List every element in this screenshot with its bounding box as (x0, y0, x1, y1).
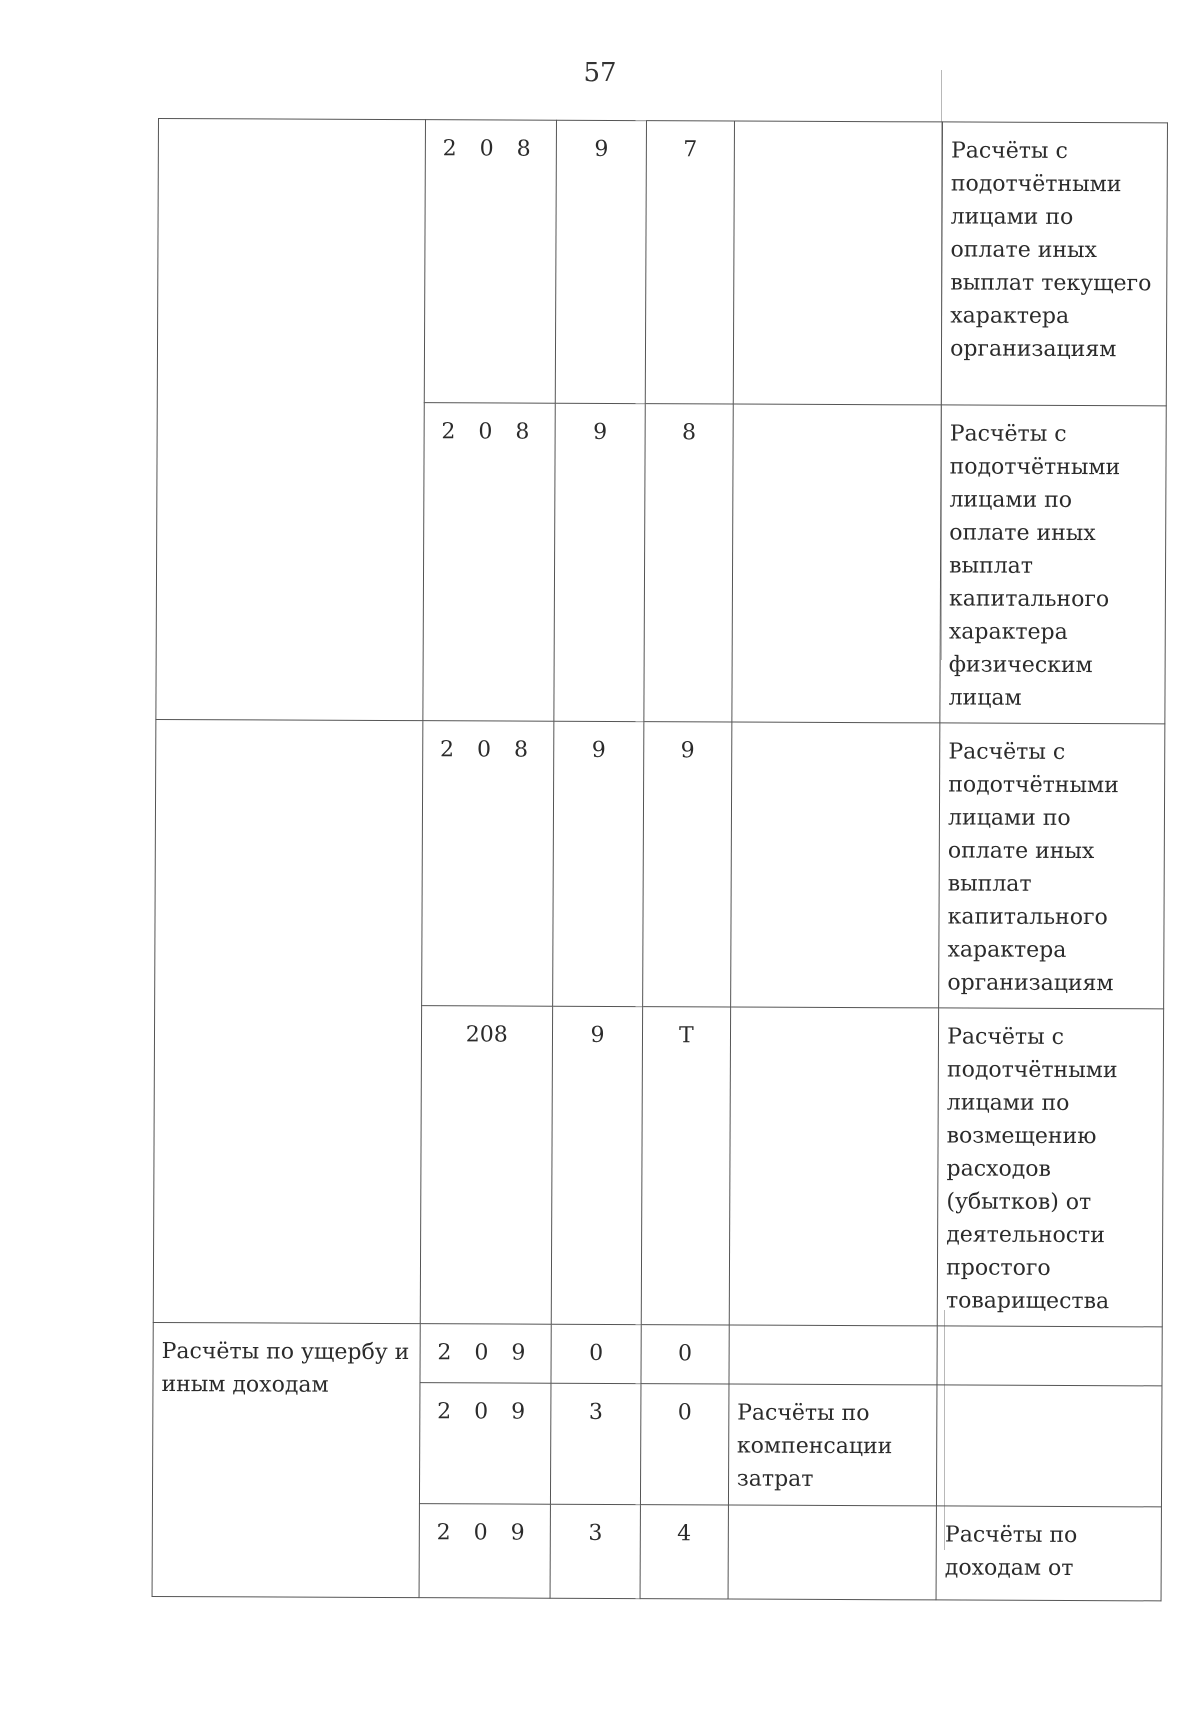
kosgu-code-cell: 0 (640, 1384, 728, 1505)
account-code-cell: 2 0 8 (422, 403, 555, 722)
kosgu-code-cell: 4 (640, 1505, 728, 1599)
kosgu-code-cell: 0 (641, 1325, 729, 1384)
page-number: 57 (583, 58, 617, 88)
accounts-table (152, 118, 1168, 1601)
subgroup-name-cell (730, 722, 940, 1008)
account-code-cell: 2 0 8 (424, 120, 557, 404)
table-row (157, 119, 1167, 406)
analytic-code-cell: 0 (551, 1324, 641, 1383)
subgroup-name-cell (732, 404, 942, 723)
account-code-cell: 2 0 9 (419, 1504, 551, 1599)
analytic-code-cell: 3 (550, 1504, 640, 1598)
account-code-cell: 2 0 9 (419, 1383, 551, 1505)
account-code-cell: 208 (420, 1006, 553, 1325)
analytic-code-cell: 9 (554, 403, 645, 721)
analytic-code-cell: 9 (553, 721, 644, 1006)
subgroup-name-cell: Расчёты по компенсации затрат (728, 1384, 937, 1506)
account-name-cell: Расчёты с подотчётными лицами по возмещению расходов (убытков) от деятельности простого товарищества (937, 1008, 1163, 1327)
analytic-code-cell: 9 (555, 120, 646, 403)
account-name-cell: Расчёты по доходам от (936, 1506, 1161, 1601)
group-cell: Расчёты по ущербу и иным доходам (152, 1322, 420, 1597)
subgroup-name-cell (733, 121, 943, 405)
account-code-cell: 2 0 9 (419, 1324, 551, 1384)
kosgu-code-cell: 7 (645, 121, 734, 404)
group-cell (153, 719, 422, 1323)
account-name-cell: Расчёты с подотчётными лицами по оплате иных выплат текущего характера организациям (941, 122, 1167, 406)
group-cell (156, 119, 425, 721)
analytic-code-cell: 3 (551, 1383, 641, 1504)
analytic-code-cell: 9 (551, 1006, 642, 1324)
table-row (155, 719, 1165, 1008)
kosgu-code-cell: Т (641, 1007, 730, 1325)
account-code-cell: 2 0 8 (421, 721, 554, 1007)
table-row (153, 1322, 1162, 1385)
account-name-cell (937, 1385, 1162, 1507)
account-name-cell: Расчёты с подотчётными лицами по оплате иных выплат капитального характера организациям (939, 723, 1165, 1009)
subgroup-name-cell (729, 1325, 938, 1385)
account-name-cell: Расчёты с подотчётными лицами по оплате иных выплат капитального характера физическим лицам (940, 405, 1166, 724)
subgroup-name-cell (728, 1505, 937, 1600)
subgroup-name-cell (729, 1007, 939, 1326)
kosgu-code-cell: 8 (644, 404, 733, 722)
account-name-cell (937, 1326, 1162, 1386)
kosgu-code-cell: 9 (643, 722, 732, 1007)
